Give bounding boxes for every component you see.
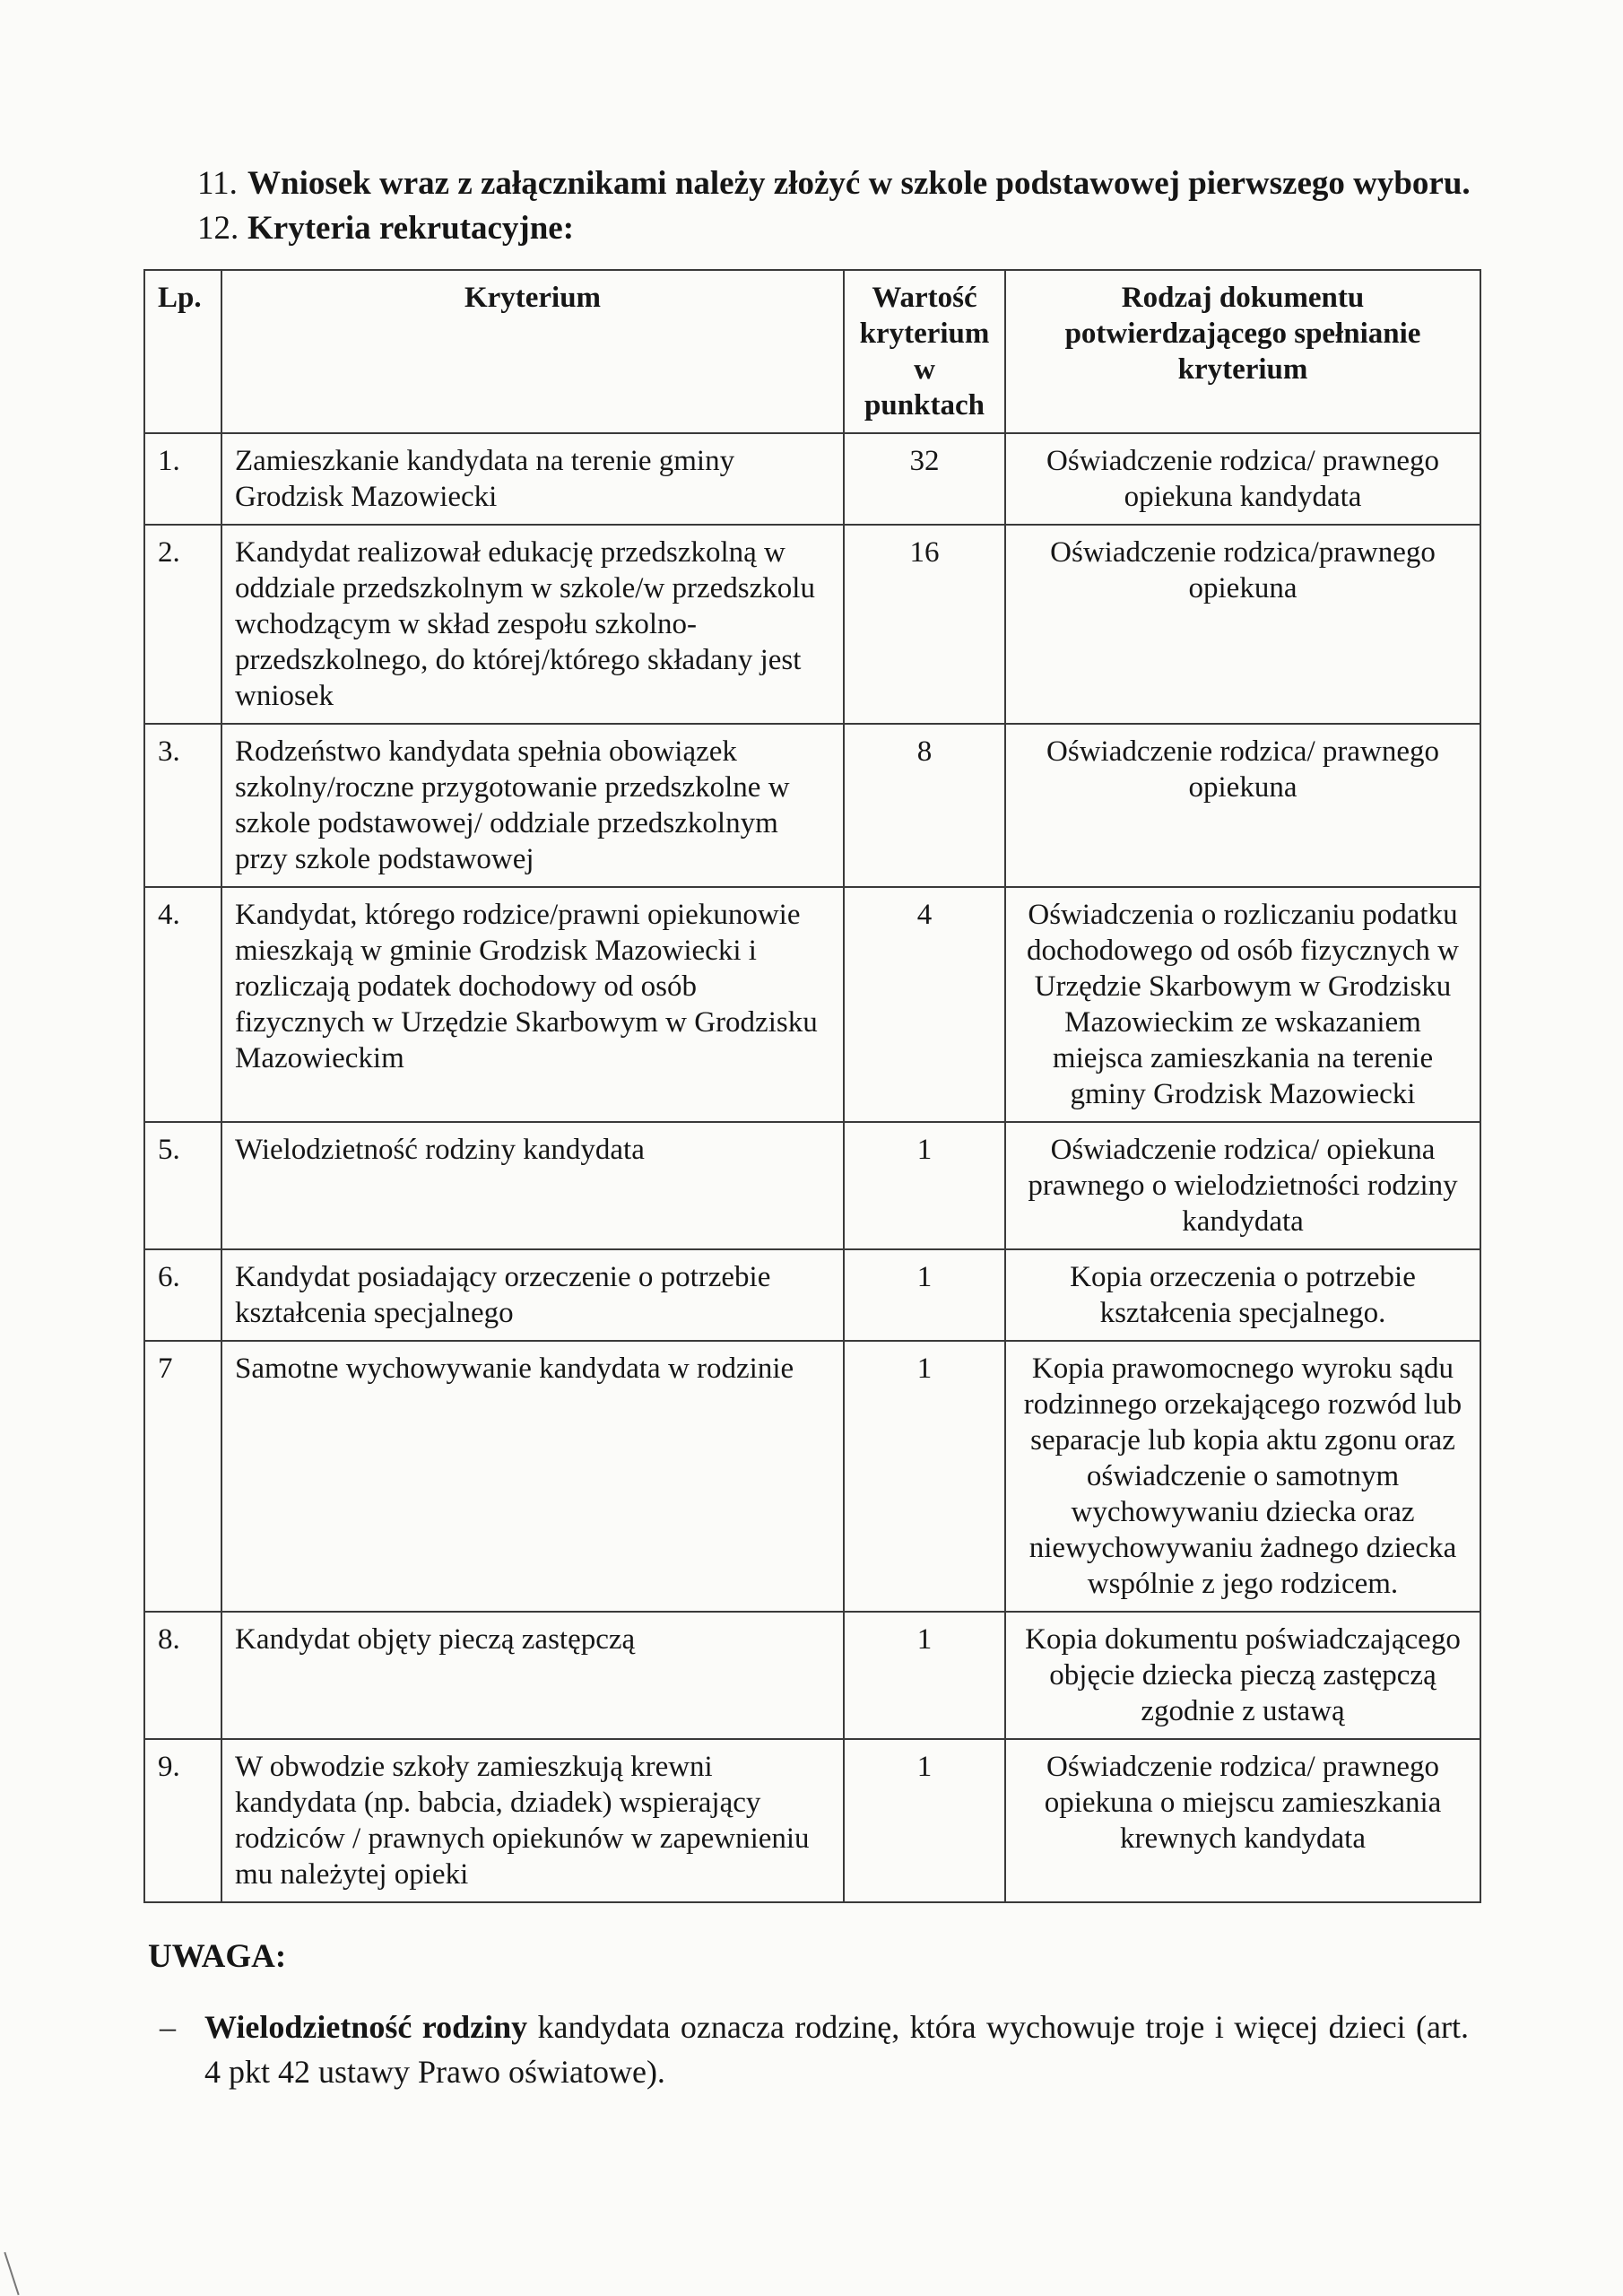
intro-item-11-number: 11. [197, 165, 238, 202]
row-lp: 6. [144, 1249, 221, 1341]
table-row [144, 724, 1480, 887]
intro-item-11 [197, 161, 1497, 206]
row-lp: 2. [144, 525, 221, 724]
header-lp: Lp. [144, 270, 221, 433]
table-row [144, 1739, 1480, 1902]
row-lp: 7 [144, 1341, 221, 1612]
row-document: Kopia orzeczenia o potrzebie kształcenia specjalnego. [1005, 1249, 1480, 1341]
table-row [144, 433, 1480, 525]
row-criterion: Kandydat realizował edukację przedszkolną w oddziale przedszkolnym w szkole/w przedszkolu wchodzącym w skład zespołu szkolno-przedszkolnego, do której/którego składany jest wniosek [221, 525, 844, 724]
row-value: 4 [844, 887, 1005, 1122]
header-value: Wartość kryterium w punktach [844, 270, 1005, 433]
row-document: Oświadczenie rodzica/ prawnego opiekuna kandydata [1005, 433, 1480, 525]
row-value: 8 [844, 724, 1005, 887]
note-paragraph [160, 2005, 1469, 2094]
row-value: 1 [844, 1612, 1005, 1739]
row-lp: 3. [144, 724, 221, 887]
header-document: Rodzaj dokumentu potwierdzającego spełnianie kryterium [1005, 270, 1480, 433]
row-document: Oświadczenie rodzica/prawnego opiekuna [1005, 525, 1480, 724]
table-row [144, 887, 1480, 1122]
row-criterion: Kandydat posiadający orzeczenie o potrzebie kształcenia specjalnego [221, 1249, 844, 1341]
table-row [144, 1122, 1480, 1249]
table-row [144, 1612, 1480, 1739]
row-document: Kopia dokumentu poświadczającego objęcie dziecka pieczą zastępczą zgodnie z ustawą [1005, 1612, 1480, 1739]
row-document: Oświadczenie rodzica/ opiekuna prawnego o wielodzietności rodziny kandydata [1005, 1122, 1480, 1249]
row-document: Oświadczenie rodzica/ prawnego opiekuna o miejscu zamieszkania krewnych kandydata [1005, 1739, 1480, 1902]
row-lp: 4. [144, 887, 221, 1122]
intro-item-11-text: Wniosek wraz z załącznikami należy złożyć w szkole podstawowej pierwszego wyboru. [247, 165, 1471, 202]
row-value: 1 [844, 1739, 1005, 1902]
row-value: 1 [844, 1341, 1005, 1612]
row-document: Oświadczenia o rozliczaniu podatku dochodowego od osób fizycznych w Urzędzie Skarbowym w Grodzisku Mazowieckim ze wskazaniem miejsca zamieszkania na terenie gminy Grodzisk Mazowiecki [1005, 887, 1480, 1122]
header-criterion: Kryterium [221, 270, 844, 433]
row-lp: 8. [144, 1612, 221, 1739]
row-criterion: Rodzeństwo kandydata spełnia obowiązek szkolny/roczne przygotowanie przedszkolne w szkole podstawowej/ oddziale przedszkolnym przy szkole podstawowej [221, 724, 844, 887]
row-lp: 5. [144, 1122, 221, 1249]
scan-edge-mark [4, 2252, 19, 2295]
row-criterion: Samotne wychowywanie kandydata w rodzinie [221, 1341, 844, 1612]
note-dash: – [160, 2009, 176, 2045]
row-criterion: W obwodzie szkoły zamieszkują krewni kandydata (np. babcia, dziadek) wspierający rodziców / prawnych opiekunów w zapewnieniu mu należytej opieki [221, 1739, 844, 1902]
note-heading: UWAGA: [148, 1938, 287, 1975]
row-criterion: Kandydat, którego rodzice/prawni opiekunowie mieszkają w gminie Grodzisk Mazowiecki i rozliczają podatek dochodowy od osób fizycznych w Urzędzie Skarbowym w Grodzisku Mazowieckim [221, 887, 844, 1122]
row-criterion: Zamieszkanie kandydata na terenie gminy Grodzisk Mazowiecki [221, 433, 844, 525]
table-row [144, 1249, 1480, 1341]
criteria-table [143, 269, 1481, 1903]
intro-item-12-text: Kryteria rekrutacyjne: [247, 210, 575, 247]
intro-section [197, 161, 1497, 251]
note-bold-term: Wielodzietność rodziny [204, 2009, 528, 2045]
row-value: 1 [844, 1249, 1005, 1341]
row-lp: 1. [144, 433, 221, 525]
row-value: 1 [844, 1122, 1005, 1249]
row-document: Oświadczenie rodzica/ prawnego opiekuna [1005, 724, 1480, 887]
row-document: Kopia prawomocnego wyroku sądu rodzinnego orzekającego rozwód lub separacje lub kopia aktu zgonu oraz oświadczenie o samotnym wychowywaniu dziecka oraz niewychowywaniu żadnego dziecka wspólnie z jego rodzicem. [1005, 1341, 1480, 1612]
row-criterion: Wielodzietność rodziny kandydata [221, 1122, 844, 1249]
row-lp: 9. [144, 1739, 221, 1902]
note-text: kandydata oznacza rodzinę, która wychowuje troje i więcej dzieci (art. 4 pkt 42 ustawy Prawo oświatowe). [204, 2009, 1469, 2090]
table-header-row [144, 270, 1480, 433]
intro-item-12 [197, 206, 1497, 251]
table-row [144, 1341, 1480, 1612]
row-value: 16 [844, 525, 1005, 724]
row-value: 32 [844, 433, 1005, 525]
row-criterion: Kandydat objęty pieczą zastępczą [221, 1612, 844, 1739]
intro-item-12-number: 12. [197, 210, 239, 247]
table-row [144, 525, 1480, 724]
